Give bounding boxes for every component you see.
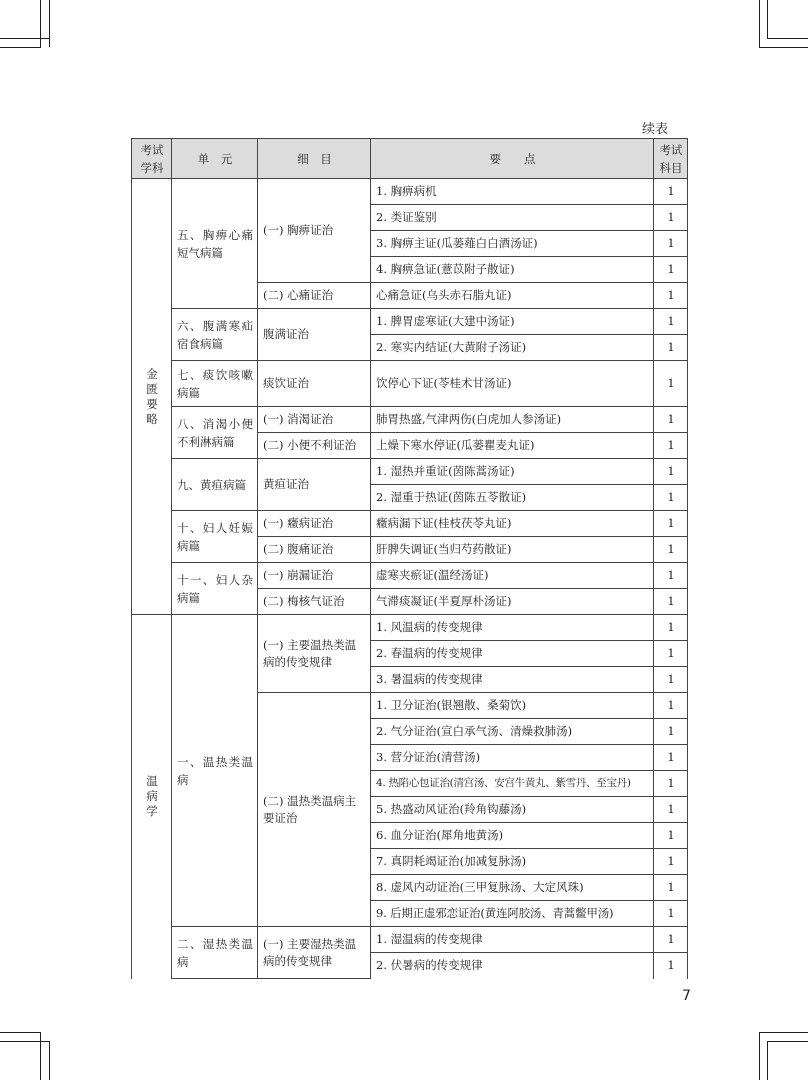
table-row — [132, 511, 688, 537]
point-cell: 4. 热陷心包证治(清宫汤、安宫牛黄丸、紫雪丹、至宝丹) — [371, 771, 654, 797]
crop-mark — [40, 0, 41, 48]
count-cell: 1 — [654, 641, 688, 667]
header-subject: 考试 学科 — [132, 139, 172, 179]
count-cell: 1 — [654, 231, 688, 257]
point-cell: 饮停心下证(苓桂术甘汤证) — [371, 361, 654, 407]
item-cell: (一) 胸痹证治 — [258, 179, 371, 283]
point-cell: 癥病漏下证(桂枝茯苓丸证) — [371, 511, 654, 537]
count-cell: 1 — [654, 563, 688, 589]
table-row — [132, 361, 688, 407]
count-cell: 1 — [654, 693, 688, 719]
unit-cell: 八、消渴小便不利淋病篇 — [172, 407, 258, 459]
point-cell: 心痛急证(乌头赤石脂丸证) — [371, 283, 654, 309]
point-cell: 1. 胸痹病机 — [371, 179, 654, 205]
count-cell: 1 — [654, 335, 688, 361]
crop-mark — [49, 1041, 50, 1080]
crop-mark — [767, 38, 808, 39]
unit-cell: 十、妇人妊娠病篇 — [172, 511, 258, 563]
point-cell: 1. 脾胃虚寒证(大建中汤证) — [371, 309, 654, 335]
item-cell: (一) 崩漏证治 — [258, 563, 371, 589]
point-cell: 3. 胸痹主证(瓜蒌薤白白酒汤证) — [371, 231, 654, 257]
count-cell: 1 — [654, 309, 688, 335]
item-cell: (一) 消渴证治 — [258, 407, 371, 433]
count-cell: 1 — [654, 459, 688, 485]
point-cell: 肺胃热盛,气津两伤(白虎加人参汤证) — [371, 407, 654, 433]
count-cell: 1 — [654, 875, 688, 901]
count-cell: 1 — [654, 771, 688, 797]
item-cell: (一) 主要温热类温病的传变规律 — [258, 615, 371, 693]
header-item: 细 目 — [258, 139, 371, 179]
count-cell: 1 — [654, 537, 688, 563]
count-cell: 1 — [654, 745, 688, 771]
unit-cell: 九、黄疸病篇 — [172, 459, 258, 511]
count-cell: 1 — [654, 511, 688, 537]
item-cell: (一) 癥病证治 — [258, 511, 371, 537]
unit-cell: 七、痰饮咳嗽病篇 — [172, 361, 258, 407]
crop-mark — [759, 0, 760, 48]
point-cell: 1. 卫分证治(银翘散、桑菊饮) — [371, 693, 654, 719]
item-cell: 痰饮证治 — [258, 361, 371, 407]
point-cell: 2. 气分证治(宣白承气汤、清燥救肺汤) — [371, 719, 654, 745]
count-cell: 1 — [654, 407, 688, 433]
unit-cell: 六、腹满寒疝宿食病篇 — [172, 309, 258, 361]
count-cell: 1 — [654, 179, 688, 205]
count-cell: 1 — [654, 849, 688, 875]
unit-cell: 一、温热类温病 — [172, 615, 258, 927]
point-cell: 3. 暑温病的传变规律 — [371, 667, 654, 693]
item-cell: (二) 腹痛证治 — [258, 537, 371, 563]
crop-mark — [759, 1032, 808, 1033]
table-row — [132, 927, 688, 953]
subject-cell: 金 匮 要 略 — [132, 179, 172, 615]
crop-mark — [759, 1032, 760, 1080]
table-row — [132, 407, 688, 433]
count-cell: 1 — [654, 953, 688, 979]
count-cell: 1 — [654, 927, 688, 953]
item-cell: 黄疸证治 — [258, 459, 371, 511]
point-cell: 气滞痰凝证(半夏厚朴汤证) — [371, 589, 654, 615]
count-cell: 1 — [654, 901, 688, 927]
point-cell: 1. 湿温病的传变规律 — [371, 927, 654, 953]
unit-cell: 二、湿热类温病 — [172, 927, 258, 979]
point-cell: 肝脾失调证(当归芍药散证) — [371, 537, 654, 563]
crop-mark — [759, 47, 808, 48]
point-cell: 2. 寒实内结证(大黄附子汤证) — [371, 335, 654, 361]
syllabus-table — [131, 138, 688, 979]
crop-mark — [49, 0, 50, 47]
continued-label: 续表 — [642, 122, 669, 137]
point-cell: 2. 伏暑病的传变规律 — [371, 953, 654, 979]
table-row — [132, 615, 688, 641]
crop-mark — [767, 1041, 808, 1042]
unit-cell: 十一、妇人杂病篇 — [172, 563, 258, 615]
point-cell: 3. 营分证治(清营汤) — [371, 745, 654, 771]
crop-mark — [767, 1041, 768, 1080]
header-unit: 单 元 — [172, 139, 258, 179]
item-cell: (一) 主要湿热类温病的传变规律 — [258, 927, 371, 979]
point-cell: 7. 真阴耗竭证治(加减复脉汤) — [371, 849, 654, 875]
unit-cell: 五、胸痹心痛短气病篇 — [172, 179, 258, 309]
point-cell: 6. 血分证治(犀角地黄汤) — [371, 823, 654, 849]
point-cell: 2. 类证鉴别 — [371, 205, 654, 231]
point-cell: 上燥下寒水停证(瓜蒌瞿麦丸证) — [371, 433, 654, 459]
count-cell: 1 — [654, 615, 688, 641]
item-cell: (二) 温热类温病主要证治 — [258, 693, 371, 927]
crop-mark — [40, 1032, 41, 1080]
header-points: 要 点 — [371, 139, 654, 179]
count-cell: 1 — [654, 719, 688, 745]
item-cell: (二) 小便不利证治 — [258, 433, 371, 459]
point-cell: 2. 春温病的传变规律 — [371, 641, 654, 667]
crop-mark — [0, 1041, 49, 1042]
count-cell: 1 — [654, 797, 688, 823]
item-cell: (二) 心痛证治 — [258, 283, 371, 309]
header-count: 考试 科目 — [654, 139, 688, 179]
point-cell: 虚寒夹瘀证(温经汤证) — [371, 563, 654, 589]
crop-mark — [0, 38, 49, 39]
point-cell: 4. 胸痹急证(薏苡附子散证) — [371, 257, 654, 283]
count-cell: 1 — [654, 485, 688, 511]
point-cell: 5. 热盛动风证治(羚角钩藤汤) — [371, 797, 654, 823]
crop-mark — [767, 0, 768, 39]
count-cell: 1 — [654, 667, 688, 693]
crop-mark — [0, 47, 41, 48]
crop-mark — [0, 1032, 41, 1033]
count-cell: 1 — [654, 589, 688, 615]
point-cell: 9. 后期正虚邪恋证治(黄连阿胶汤、青蒿鳖甲汤) — [371, 901, 654, 927]
count-cell: 1 — [654, 823, 688, 849]
count-cell: 1 — [654, 205, 688, 231]
point-cell: 2. 湿重于热证(茵陈五苓散证) — [371, 485, 654, 511]
count-cell: 1 — [654, 361, 688, 407]
table-row — [132, 179, 688, 205]
point-cell: 1. 湿热并重证(茵陈蒿汤证) — [371, 459, 654, 485]
count-cell: 1 — [654, 283, 688, 309]
table-row — [132, 563, 688, 589]
subject-cell: 温 病 学 — [132, 615, 172, 979]
point-cell: 8. 虚风内动证治(三甲复脉汤、大定风珠) — [371, 875, 654, 901]
table-header-row — [132, 139, 688, 179]
count-cell: 1 — [654, 433, 688, 459]
page-number: 7 — [682, 988, 691, 1004]
point-cell: 1. 风温病的传变规律 — [371, 615, 654, 641]
table-row — [132, 459, 688, 485]
item-cell: 腹满证治 — [258, 309, 371, 361]
count-cell: 1 — [654, 257, 688, 283]
item-cell: (二) 梅核气证治 — [258, 589, 371, 615]
table-row — [132, 309, 688, 335]
